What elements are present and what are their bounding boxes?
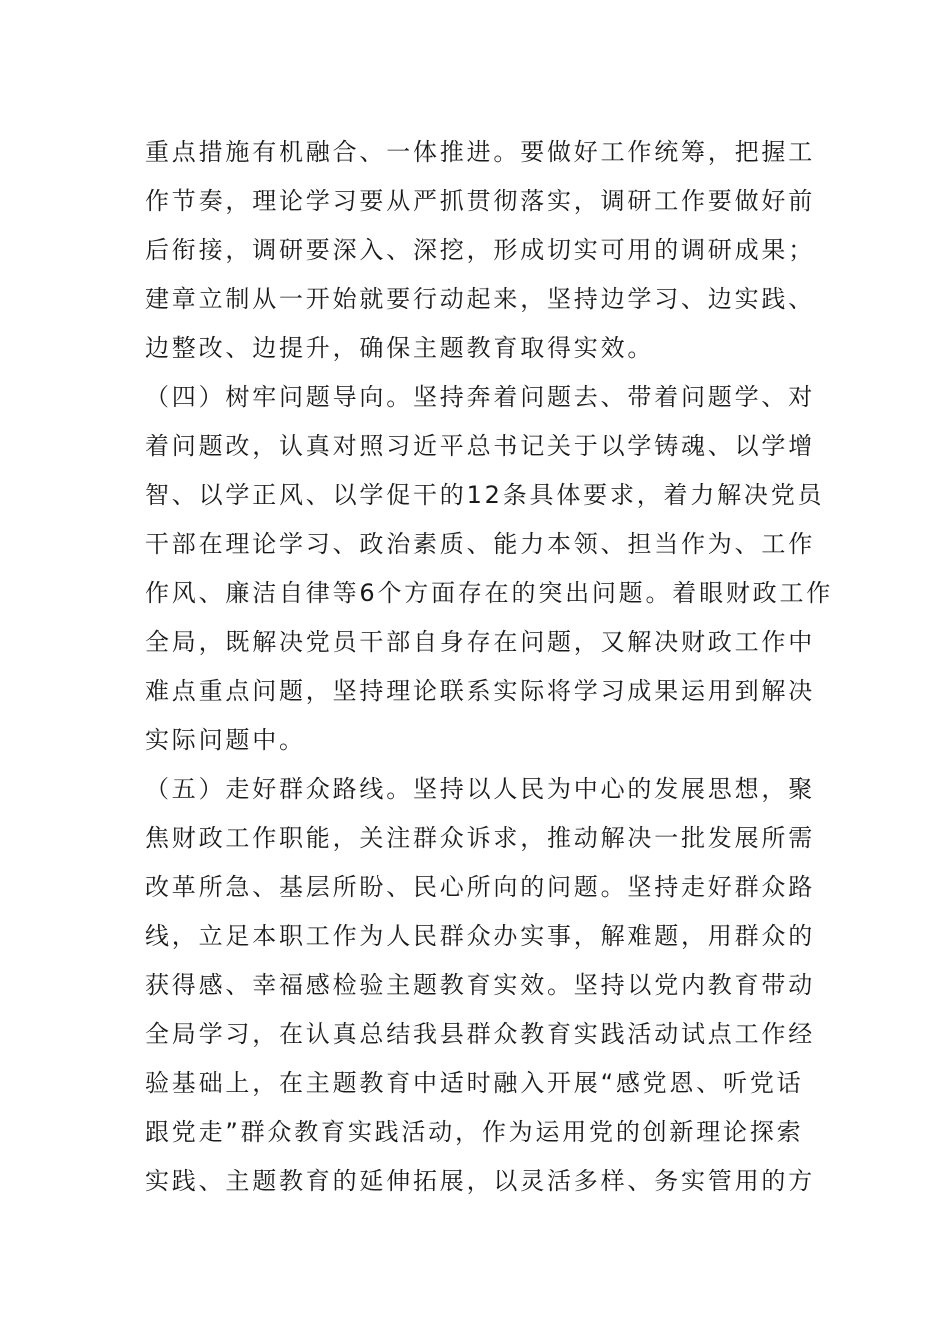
- section-heading-line: （四）树牢问题导向。坚持奔着问题去、带着问题学、对: [145, 383, 815, 411]
- text-line: 重点措施有机融合、一体推进。要做好工作统筹，把握工: [145, 138, 815, 166]
- section-heading-line: （五）走好群众路线。坚持以人民为中心的发展思想，聚: [145, 775, 815, 803]
- text-line: 难点重点问题，坚持理论联系实际将学习成果运用到解决: [145, 677, 815, 705]
- text-line: 焦财政工作职能，关注群众诉求，推动解决一批发展所需: [145, 824, 815, 852]
- text-line: 全局学习，在认真总结我县群众教育实践活动试点工作经: [145, 1020, 815, 1048]
- text-line: 建章立制从一开始就要行动起来，坚持边学习、边实践、: [145, 285, 815, 313]
- text-line: 后衔接，调研要深入、深挖，形成切实可用的调研成果；: [145, 236, 815, 264]
- document-body: [145, 128, 834, 1206]
- text-line: 干部在理论学习、政治素质、能力本领、担当作为、工作: [145, 530, 815, 558]
- text-line: 作节奏，理论学习要从严抓贯彻落实，调研工作要做好前: [145, 187, 815, 215]
- text-line: 验基础上，在主题教育中适时融入开展“感党恩、听党话: [145, 1069, 804, 1097]
- text-line: 作风、廉洁自律等6个方面存在的突出问题。着眼财政工作: [145, 579, 834, 607]
- text-line: 跟党走”群众教育实践活动，作为运用党的创新理论探索: [145, 1118, 804, 1146]
- text-line: 线，立足本职工作为人民群众办实事，解难题，用群众的: [145, 922, 815, 950]
- text-line: 实践、主题教育的延伸拓展，以灵活多样、务实管用的方: [145, 1167, 815, 1195]
- text-line: 实际问题中。: [145, 726, 306, 754]
- text-line: 改革所急、基层所盼、民心所向的问题。坚持走好群众路: [145, 873, 815, 901]
- text-line: 获得感、幸福感检验主题教育实效。坚持以党内教育带动: [145, 971, 815, 999]
- text-line: 全局，既解决党员干部自身存在问题，又解决财政工作中: [145, 628, 815, 656]
- text-line: 边整改、边提升，确保主题教育取得实效。: [145, 334, 655, 362]
- text-line: 着问题改，认真对照习近平总书记关于以学铸魂、以学增: [145, 432, 815, 460]
- text-line: 智、以学正风、以学促干的12条具体要求，着力解决党员: [145, 481, 825, 509]
